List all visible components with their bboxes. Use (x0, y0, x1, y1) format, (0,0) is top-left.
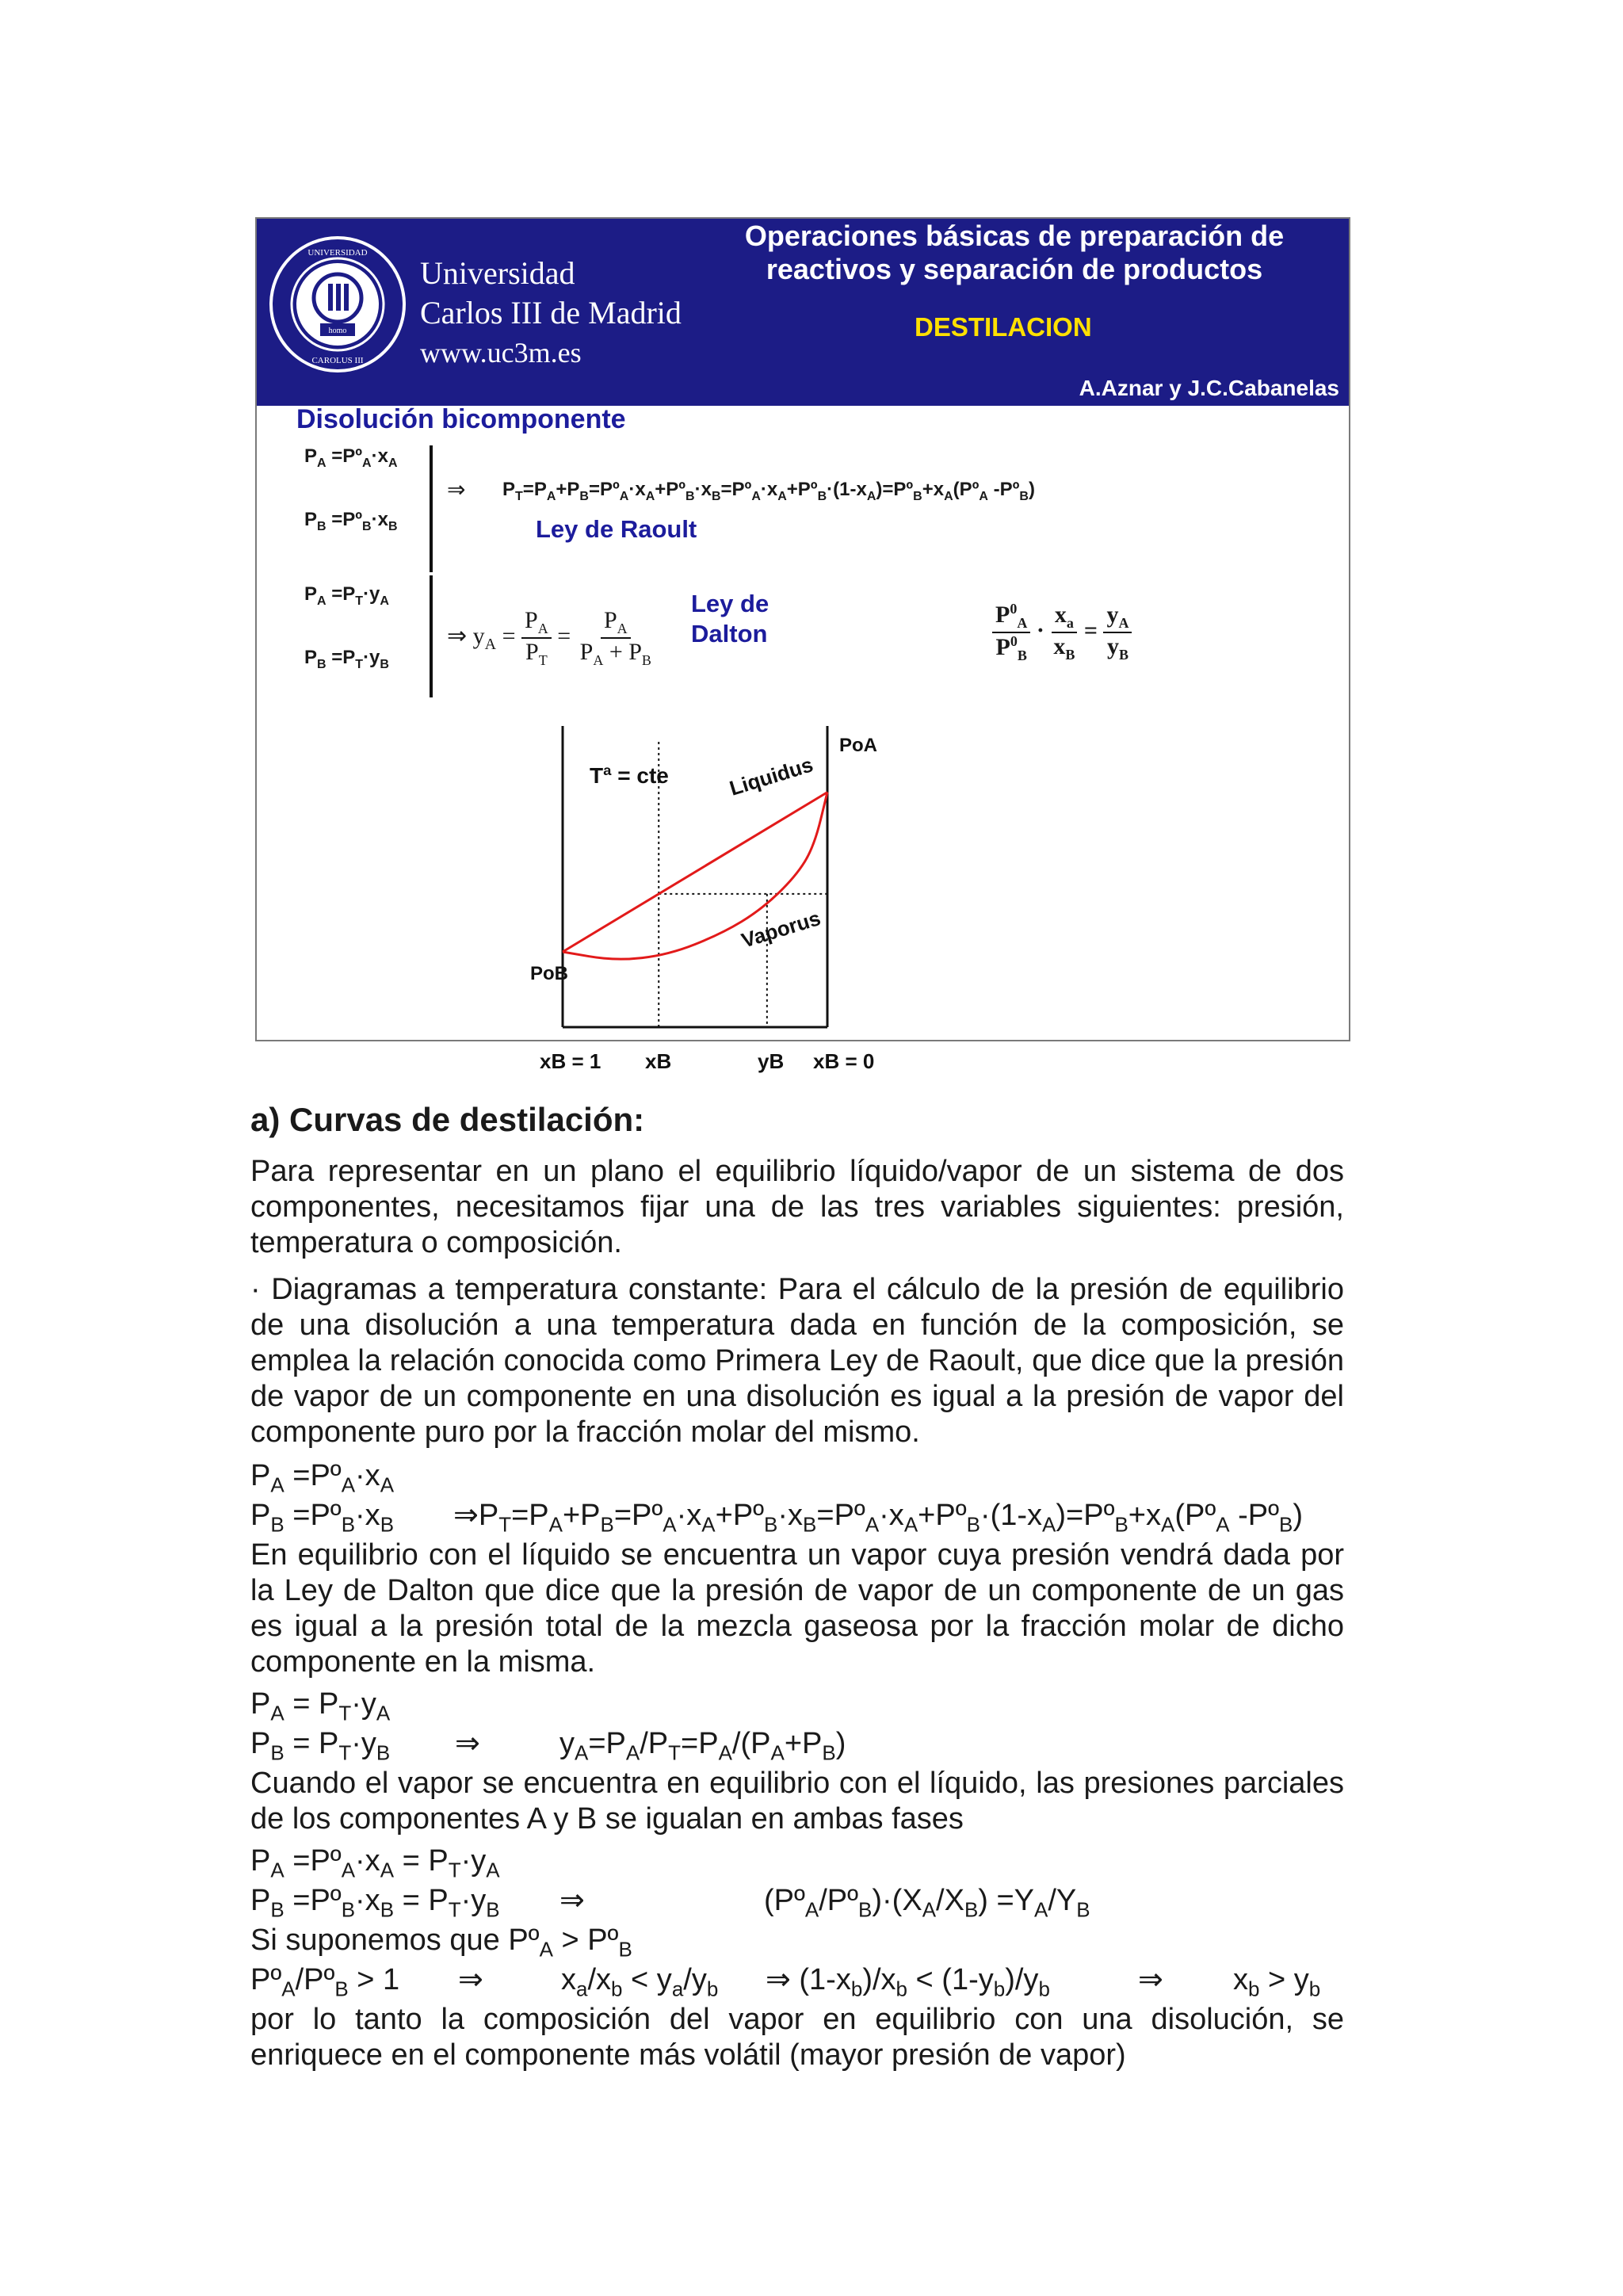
paragraph-2: · Diagramas a temperatura constante: Para el cálculo de la presión de equilibrio de una disolución a una temperatura dada en función de la composición, se emplea la relación conocida como Primera Ley de Raoult, que dice que la presión de vapor de un componente en una disolución es igual a la presión de vapor del componente puro por la fracción molar del mismo. (250, 1273, 1344, 1449)
formula-ya: ⇒ $y_A$ = $\frac{P_A}{P_T}$ = $\frac{P_A}{P_A + P_B}$ (447, 607, 651, 668)
formula-pa-raoult: $P_A$ $=Pº_A\cdot x_A$ (304, 445, 398, 470)
svg-text:UNIVERSIDAD: UNIVERSIDAD (307, 248, 368, 258)
formula-ratio: $\frac{P^0_A}{P^0_B}$ · $\frac{x_a}{x_B}$ = $\frac{y_A}{y_B}$ (992, 601, 1132, 664)
eq-pb-dalton: $P_B = P_T\cdot y_B$ ⇒ $y_A=P_A/P_T=P_A/(P_A+P_B)$ (250, 1727, 846, 1765)
eq-pb-raoult: $P_B$ $=Pº_B\cdot x_B$ $\Rightarrow P_T=P_A+P_B=Pº_A\cdot x_A+Pº_B\cdot x_B=Pº_A\cdot x_A+Pº_B\cdot(1-x_A)=Pº_B+x_A(Pº_A$ -Pº$_B$) (250, 1499, 1304, 1537)
chart-title: Tª = cte (590, 763, 669, 788)
chart-text (530, 735, 877, 1073)
paragraph-1: Para representar en un plano el equilibrio líquido/vapor de un sistema de dos componentes, necesitamos fijar una de las tres variables siguientes: presión, temperatura o composición. (250, 1155, 1344, 1259)
eq-pb-equal: $P_B$ $=Pº_B\cdot x_B = P_T\cdot y_B$ ⇒ $(Pº_A/Pº_B)\cdot(X_A/X_B) =Y_A/Y_B$ (250, 1884, 1090, 1922)
dalton-law-line1: Ley de (691, 590, 769, 617)
university-name: Universidad (420, 255, 575, 291)
eq-pa-raoult: $P_A$ $=Pº_A\cdot x_A$ (250, 1459, 395, 1497)
paragraph-3: En equilibrio con el líquido se encuentra un vapor cuya presión vendrá dada por la Ley de Dalton que dice que la presión de vapor de un componente de un gas es igual a la presión total de la mezcla gaseosa por la fracción molar de dicho componente en la misma. (250, 1538, 1344, 1679)
eq-suponemos: Si suponemos que Pº$_A$ > Pº$_B$ (250, 1924, 632, 1962)
document-body (250, 1100, 1344, 2073)
dalton-law-line2: Dalton (691, 620, 768, 648)
implies-icon: ⇒ (447, 477, 466, 502)
brace-bar-2 (430, 575, 433, 697)
eq-pa-dalton: $P_A = P_T\cdot y_A$ (250, 1687, 391, 1725)
svg-text:homo: homo (328, 327, 347, 335)
university-url: www.uc3m.es (420, 337, 582, 369)
formula-pb-dalton: $P_B =P_T\cdot y_B$ (304, 647, 389, 671)
x-label-yb: yB (758, 1049, 785, 1073)
eq-pa-equal: $P_A$ $=Pº_A\cdot x_A = P_T\cdot y_A$ (250, 1844, 500, 1882)
formula-pa-dalton: $P_A =P_T\cdot y_A$ (304, 583, 389, 608)
x-label-xb: xB (645, 1049, 672, 1073)
brace-bar (430, 445, 433, 572)
formula-pt-total: $P_T=P_A+P_B=Pº_A\cdot x_A+Pº_B\cdot x_B=Pº_A\cdot x_A+Pº_B\cdot(1-x_A)=Pº_B+x_A(Pº_A$ -Pº$_B$) (502, 479, 1035, 503)
authors: A.Aznar y J.C.Cabanelas (1079, 376, 1339, 400)
university-subname: Carlos III de Madrid (420, 295, 682, 330)
section-title: Disolución bicomponente (296, 404, 626, 434)
x-label-xb-1: xB = 1 (540, 1049, 601, 1073)
vle-chart (257, 710, 1350, 1073)
eq-ratio-inequality: Pº$_A$/Pº$_B$ > 1 ⇒ $x_a/x_b < y_a/y_b$ ⇒ $(1-x_b)/x_b < (1-y_b)/y_b$ ⇒ $x_b > y_b$ (250, 1963, 1321, 2001)
slide-figure (255, 217, 1350, 1073)
x-label-xb-0: xB = 0 (813, 1049, 875, 1073)
section-heading: a) Curvas de destilación: (250, 1101, 645, 1138)
raoult-law-label: Ley de Raoult (536, 515, 697, 543)
series-label-liquidus: Liquidus (726, 752, 816, 800)
university-seal-icon (268, 235, 407, 374)
paragraph-5: por lo tanto la composición del vapor en equilibrio con una disolución, se enriquece en el componente más volátil (mayor presión de vapor) (250, 2003, 1344, 2072)
course-title-line2: reactivos y separación de productos (766, 253, 1263, 285)
series-label-vaporus: Vaporus (738, 906, 823, 953)
point-label-poa: PoA (839, 735, 877, 756)
topic-title: DESTILACION (915, 312, 1092, 342)
slide-banner (257, 219, 1349, 406)
paragraph-4: Cuando el vapor se encuentra en equilibrio con el líquido, las presiones parciales de los componentes A y B se igualan en ambas fases (250, 1767, 1344, 1836)
svg-text:CAROLUS III: CAROLUS III (311, 356, 364, 365)
formula-pb-raoult: $P_B$ $=Pº_B\cdot x_B$ (304, 509, 398, 533)
course-title-line1: Operaciones básicas de preparación de (744, 220, 1285, 252)
suponemos-text: Si suponemos que P (250, 1924, 529, 1957)
point-label-pob: PoB (530, 963, 568, 984)
